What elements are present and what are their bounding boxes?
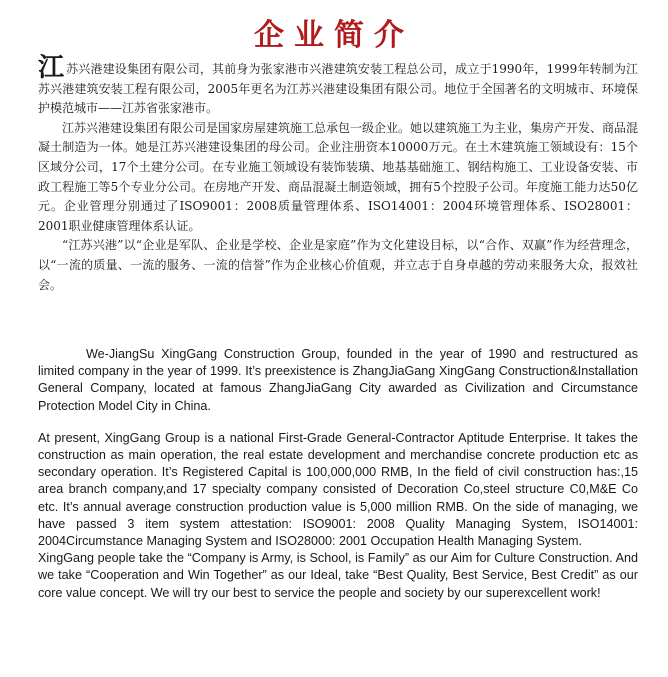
cn-paragraph-1-text: 苏兴港建设集团有限公司，其前身为张家港市兴港建筑安装工程总公司，成立于1990年，1999年转制为江苏兴港建筑安装工程有限公司，2005年更名为江苏兴港建设集团有限公司。地位于全国著名的文明城市、环境保护模范城市——江苏省张家港市。 — [38, 62, 638, 116]
en-paragraph-2: At present, XingGang Group is a national First-Grade General-Contractor Aptitude Enterprise. It takes the construction as main operation, the real estate development and merchandise concrete production etc as secondary operation. It’s Registered Capital is 100,000,000 RMB, In the field of civil construction has:,15 area branch company,and 17 specialty company consisted of Decoration Co,steel structure C0,M&E Co etc. It’s annual average construction production value is 5,000 million RMB. On the side of managing, we have passed 3 item system attestation: ISO9001: 2008 Quality Managing System, ISO14001: 2004Circumstance Managing System and ISO28000: 2001 Occupation Health Managing System. — [38, 430, 638, 549]
chinese-introduction — [38, 53, 639, 295]
en-paragraph-1: We-JiangSu XingGang Construction Group, founded in the year of 1990 and restructured as limited company in the year of 1999. It’s preexistence is ZhangJiaGang XingGang Construction&Installation General Company, located at famous ZhangJiaGang City awarded as Civilization and Circumstance Protection Model City in China. — [38, 347, 638, 413]
english-introduction — [38, 346, 638, 602]
cn-paragraph-2: 江苏兴港建设集团有限公司是国家房屋建筑施工总承包一级企业。她以建筑施工为主业，集房产开发、商品混凝土制造为一体。她是江苏兴港建设集团的母公司。企业注册资本10000万元。在土木建筑施工领域设有：15个区域分公司，17个土建分公司。在专业施工领域设有装饰装璜、地基基础施工、钢结构施工、工业设备安装、市政工程施工等5个专业分公司。在房地产开发、商品混凝土制造领域，拥有5个控股子公司。年度施工能力达50亿元。企业管理分别通过了ISO9001：2008质量管理体系、ISO14001：2004环境管理体系、ISO28001：2001职业健康管理体系认证。 — [38, 120, 639, 233]
en-paragraph-3: XingGang people take the “Company is Army, is School, is Family” as our Aim for Culture Construction. And we take “Cooperation and Win Together” as our Ideal, take “Best Quality, Best Service, Best Credit” as our core value concept. We will try our best to service the people and society by our superexcellent work! — [38, 551, 638, 600]
cn-paragraph-1 — [38, 53, 638, 119]
page-title: 企业简介 — [254, 18, 414, 53]
cn-paragraph-3: “江苏兴港”以“企业是军队、企业是学校、企业是家庭”作为文化建设目标，以“合作、双赢”作为经营理念，以“一流的质量、一流的服务、一流的信誉”作为企业核心价值观，并立志于自身卓越的劳动来服务大众，报效社会。 — [38, 238, 638, 292]
drop-cap: 江 — [38, 53, 65, 83]
